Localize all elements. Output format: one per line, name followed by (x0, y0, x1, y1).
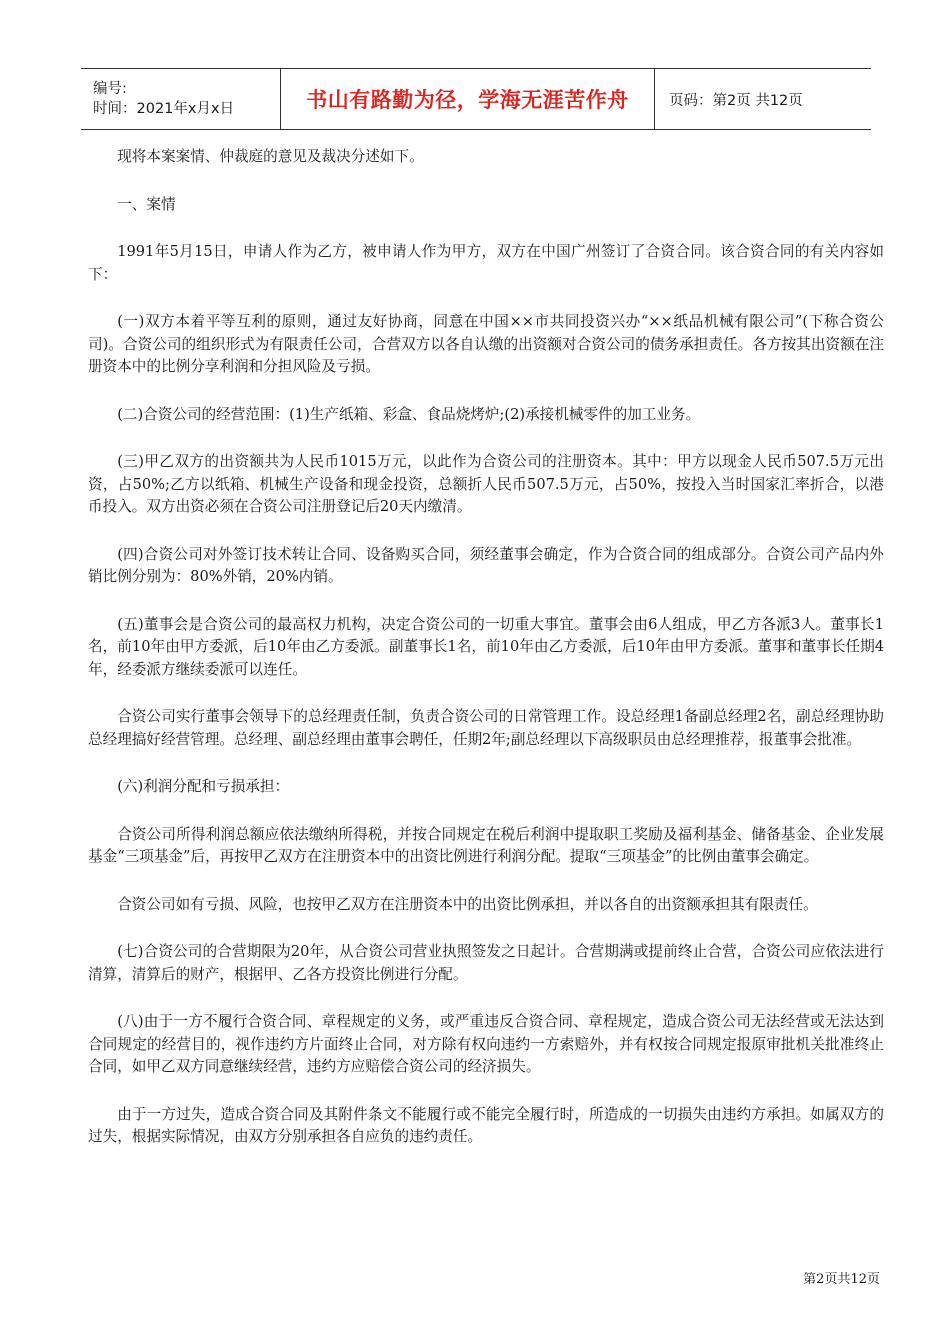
header-page-info (655, 69, 871, 129)
paragraph: (六)利润分配和亏损承担： (117, 778, 290, 795)
paragraph: 现将本案案情、仲裁庭的意见及裁决分述如下。 (117, 148, 424, 165)
paragraph: 1991年5月15日，申请人作为乙方，被申请人作为甲方，双方在中国广州签订了合资合同。该合资合同的有关内容如下： (88, 243, 884, 283)
date-label: 时间：2021年x月x日 (93, 101, 235, 117)
footer-page-label: 第2页共12页 (803, 1272, 880, 1287)
document-body (88, 146, 884, 1149)
header-motto (281, 69, 655, 129)
paragraph: (五)董事会是合资公司的最高权力机构，决定合资公司的一切重大事宜。董事会由6人组成，甲乙方各派3人。董事长1名，前10年由甲方委派，后10年由乙方委派。副董事长1名，前10年由乙方委派，后10年由甲方委派。董事和董事长任期4年，经委派方继续委派可以连任。 (88, 615, 884, 678)
header-meta (81, 69, 281, 129)
serial-label: 编号: (93, 81, 127, 97)
paragraph: (八)由于一方不履行合资合同、章程规定的义务，或严重违反合资合同、章程规定，造成合资公司无法经营或无法达到合同规定的经营目的，视作违约方片面终止合同，对方除有权向违约一方索赔外，并有权按合同规定报原审批机关批准终止合同，如甲乙双方同意继续经营，违约方应赔偿合资公司的经济损失。 (88, 1013, 884, 1075)
motto-text: 书山有路勤为径，学海无涯苦作舟 (306, 88, 629, 112)
paragraph: 合资公司所得利润总额应依法缴纳所得税，并按合同规定在税后利润中提取职工奖励及福利基金、储备基金、企业发展基金“三项基金”后，再按甲乙双方在注册资本中的出资比例进行利润分配。提取“三项基金”的比例由董事会确定。 (88, 825, 884, 865)
section-heading: 一、案情 (117, 195, 176, 213)
paragraph: (二)合资公司的经营范围：(1)生产纸箱、彩盒、食品烧烤炉;(2)承接机械零件的加工业务。 (117, 405, 701, 423)
paragraph: (四)合资公司对外签订技术转让合同、设备购买合同，须经董事会确定，作为合资合同的组成部分。合资公司产品内外销比例分别为：80%外销，20%内销。 (88, 545, 884, 585)
paragraph: (三)甲乙双方的出资额共为人民币1015万元，以此作为合资公司的注册资本。其中：甲方以现金人民币507.5万元出资，占50%;乙方以纸箱、机械生产设备和现金投资，总额折人民币507.5万元，占50%，按投入当时国家汇率折合，以港币投入。双方出资必须在合资公司注册登记后20天内缴清。 (88, 453, 884, 515)
header-page-label: 页码：第2页 共12页 (669, 92, 803, 109)
page-footer (0, 1268, 880, 1287)
paragraph: 由于一方过失，造成合资合同及其附件条文不能履行或不能完全履行时，所造成的一切损失由违约方承担。如属双方的过失，根据实际情况，由双方分别承担各自应负的违约责任。 (88, 1105, 884, 1145)
paragraph: 合资公司实行董事会领导下的总经理责任制，负责合资公司的日常管理工作。设总经理1备副总经理2名，副总经理协助总经理搞好经营管理。总经理、副总经理由董事会聘任，任期2年;副总经理以下高级职员由总经理推荐，报董事会批准。 (88, 708, 884, 748)
page-header (81, 68, 871, 130)
paragraph: (一)双方本着平等互利的原则，通过友好协商，同意在中国××市共同投资兴办“××纸品机械有限公司”(下称合资公司)。合资公司的组织形式为有限责任公司，合营双方以各自认缴的出资额对合资公司的债务承担责任。各方按其出资额在注册资本中的比例分享利润和分担风险及亏损。 (88, 313, 884, 375)
paragraph: (七)合资公司的合营期限为20年，从合资公司营业执照签发之日起计。合营期满或提前终止合营，合资公司应依法进行清算，清算后的财产，根据甲、乙各方投资比例进行分配。 (88, 943, 884, 983)
paragraph: 合资公司如有亏损、风险，也按甲乙双方在注册资本中的出资比例承担，并以各自的出资额承担其有限责任。 (117, 895, 818, 913)
